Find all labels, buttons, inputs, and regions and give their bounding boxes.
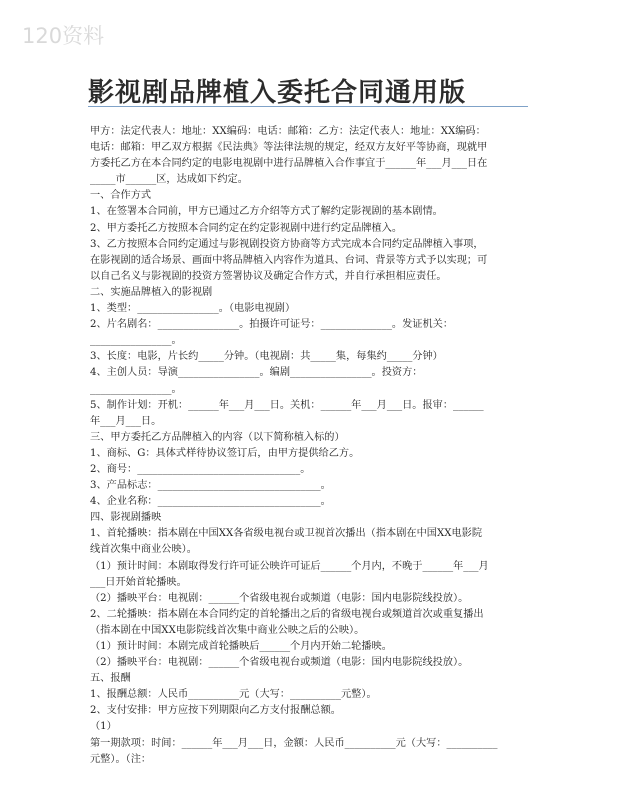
body-line: 线首次集中商业公映）。	[90, 544, 197, 556]
section-heading: 四、影视剧播映	[90, 512, 162, 524]
body-line: （指本剧在中国XX电影院线首次集中商业公映之后的公映）。	[90, 624, 365, 636]
body-line: 1、报酬总额：人民币__________元（大写：__________元整）。	[90, 689, 377, 701]
body-line: （1）预计时间：本剧取得发行许可证公映许可证后______个月内，不晚于______年___月	[90, 560, 489, 572]
section-heading: 三、甲方委托乙方品牌植入的内容（以下简称植入标的）	[90, 431, 345, 443]
contract-body	[90, 124, 530, 768]
body-line: ________________。	[90, 383, 182, 395]
body-line: 2、支付安排：甲方应按下列期限向乙方支付报酬总额。	[90, 705, 341, 717]
body-line: 4、主创人员：导演________________。编剧________________。投资方：	[90, 367, 423, 379]
body-line: 以自己名义与影视剧的投资方签署协议及确定合作方式，并自行承担相应责任。	[90, 270, 447, 282]
section-heading: 二、实施品牌植入的影视剧	[90, 286, 213, 298]
body-line: 第一期款项：时间：______年___月___日，金额：人民币__________元（大写：__________	[90, 737, 498, 749]
body-line: 元整）。（注：	[90, 753, 152, 765]
body-line: 1、在签署本合同前，甲方已通过乙方介绍等方式了解约定影视剧的基本剧情。	[90, 206, 443, 218]
body-line: 年___月___日。	[90, 415, 162, 427]
body-line: 在影视剧的适合场景、画面中将品牌植入内容作为道具、台词、背景等方式予以实现；可	[90, 254, 488, 266]
body-line: （1）预计时间：本剧完成首轮播映后______个月内开始二轮播映。	[90, 641, 392, 652]
body-line: 4、企业名称：________________________________。	[90, 496, 331, 508]
body-line: ________________。	[90, 335, 182, 347]
section-heading: 五、报酬	[90, 673, 131, 685]
body-line: 2、二轮播映：指本剧在本合同约定的首轮播出之后的省级电视台或频道首次或重复播出	[90, 608, 484, 620]
body-line: 2、甲方委托乙方按照本合同约定在约定影视剧中进行约定品牌植入。	[90, 222, 403, 234]
body-line: （1）	[90, 721, 117, 733]
body-line: （2）播映平台：电视剧：______个省级电视台或频道（电影：国内电影院线投放）。	[90, 657, 469, 669]
watermark-logo-text: 120资料	[22, 24, 105, 48]
document-title: 影视剧品牌植入委托合同通用版	[88, 78, 467, 108]
body-line: 3、产品标志：________________________________。	[90, 480, 331, 492]
body-line: 电话：邮箱：甲乙双方根据《民法典》等法律法规的规定，经双方友好平等协商，现就甲	[90, 142, 488, 154]
body-line: （2）播映平台：电视剧：______个省级电视台或频道（电影：国内电影院线投放）。	[90, 592, 469, 604]
body-line: 3、乙方按照本合同约定通过与影视剧投资方协商等方式完成本合同约定品牌植入事项，	[90, 238, 484, 250]
body-line: 1、首轮播映：指本剧在中国XX各省级电视台或卫视首次播出（指本剧在中国XX电影院	[90, 528, 483, 540]
body-line: _____市______区，达成如下约定。	[90, 174, 248, 186]
section-heading: 一、合作方式	[90, 190, 152, 202]
body-line: 甲方：法定代表人：地址：XX编码：电话：邮箱：乙方：法定代表人：地址：XX编码：	[90, 126, 486, 137]
body-line: 方委托乙方在本合同约定的电影电视剧中进行品牌植入合作事宜于______年___月___日在	[90, 158, 488, 170]
title-underline	[88, 106, 528, 107]
body-line: 2、商号：________________________________。	[90, 463, 311, 475]
body-line: 1、类型：________________。（电影电视剧）	[90, 303, 296, 315]
body-line: ___日开始首轮播映。	[90, 576, 187, 588]
body-line: 5、制作计划：开机：______年___月___日。关机：______年___月___日。报审：______	[90, 399, 484, 411]
body-line: 2、片名剧名：________________。拍摄许可证号：______________。发证机关：	[90, 319, 454, 331]
body-line: 3、长度：电影，片长约_____分钟。（电视剧：共_____集，每集约_____分钟）	[90, 351, 443, 363]
body-line: 1、商标、G：具体式样待协议签订后，由甲方提供给乙方。	[90, 447, 360, 459]
